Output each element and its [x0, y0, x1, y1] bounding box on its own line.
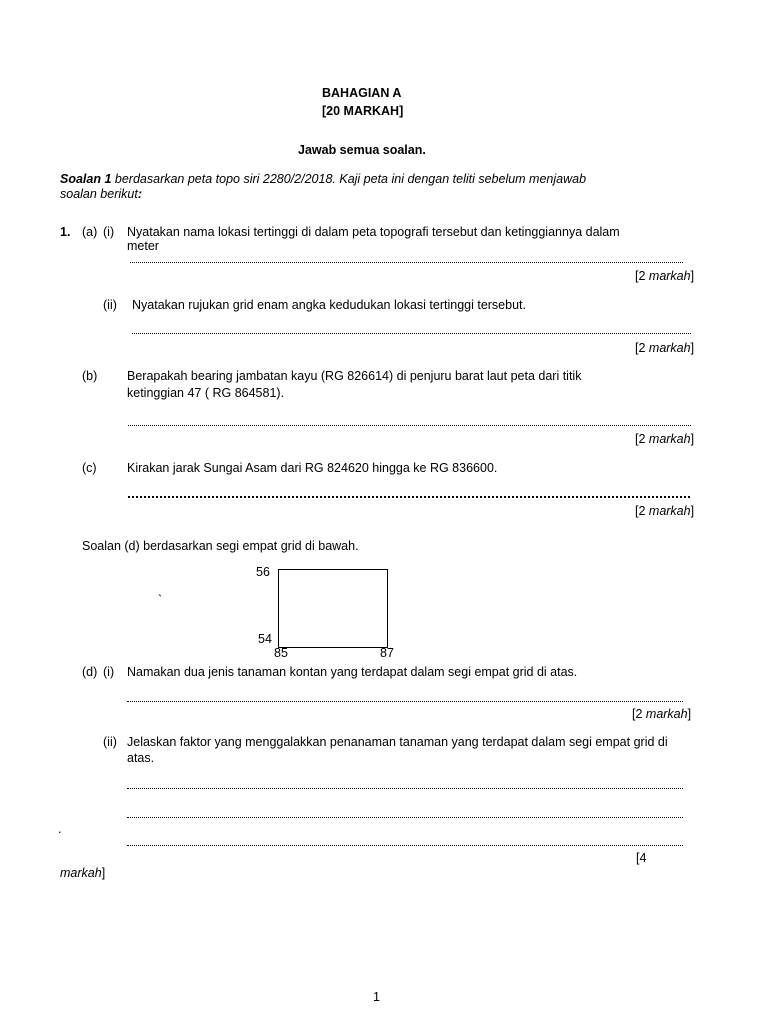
- section-title: BAHAGIAN A: [322, 86, 402, 100]
- part-d-ii-text-2: atas.: [127, 751, 155, 765]
- marks-close: ]: [690, 504, 695, 518]
- answer-line[interactable]: [127, 701, 683, 702]
- marks-word: markah: [645, 707, 688, 721]
- marks-open: [2: [635, 341, 649, 355]
- marks-word: markah: [60, 866, 102, 880]
- part-d-intro: Soalan (d) berdasarkan segi empat grid di bawah.: [82, 539, 359, 553]
- intro-lead: Soalan 1: [60, 172, 112, 186]
- part-b-marks: [635, 432, 694, 447]
- marks-word: markah: [648, 504, 691, 518]
- section-marks: [20 MARKAH]: [322, 104, 404, 118]
- part-c-label: (c): [82, 461, 97, 475]
- marks-open: [2: [635, 269, 649, 283]
- part-d-ii-label: (ii): [103, 735, 117, 749]
- marks-word: markah: [648, 341, 691, 355]
- part-d-i-marks: [632, 707, 691, 722]
- answer-line[interactable]: [130, 262, 683, 263]
- marks-open: [2: [635, 432, 649, 446]
- answer-line[interactable]: [127, 845, 683, 846]
- part-a-i-marks: [635, 269, 694, 284]
- answer-line[interactable]: [128, 425, 691, 426]
- part-a-ii-marks: [635, 341, 694, 356]
- grid-easting-left: 85: [274, 646, 288, 660]
- grid-northing-top: 56: [256, 565, 270, 579]
- intro-line-2: [60, 187, 142, 202]
- part-a-ii-label: (ii): [103, 298, 117, 312]
- intro-text: berdasarkan peta topo siri 2280/2/2018. Kaji peta ini dengan teliti sebelum menjawab: [111, 172, 587, 186]
- answer-line[interactable]: [128, 496, 690, 498]
- intro-line-1: [60, 172, 586, 187]
- part-a-i-label: (i): [103, 225, 115, 239]
- part-d-label: (d): [82, 665, 98, 679]
- marks-close: ]: [687, 707, 692, 721]
- answer-line[interactable]: [127, 817, 683, 818]
- marks-close: ]: [690, 432, 695, 446]
- instruction: Jawab semua soalan.: [298, 143, 426, 157]
- marks-word: markah: [648, 432, 691, 446]
- part-b-label: (b): [82, 369, 98, 383]
- part-a-i-text-1: Nyatakan nama lokasi tertinggi di dalam peta topografi tersebut dan ketinggiannya dalam: [127, 225, 620, 239]
- page-number: 1: [373, 990, 380, 1004]
- grid-northing-bottom: 54: [258, 632, 272, 646]
- part-c-marks: [635, 504, 694, 519]
- stray-mark: `: [158, 593, 163, 607]
- marks-word: markah: [648, 269, 691, 283]
- part-d-ii-text-1: Jelaskan faktor yang menggalakkan penanaman tanaman yang terdapat dalam segi empat grid di: [127, 735, 668, 749]
- intro-colon: :: [137, 187, 142, 201]
- grid-square: [278, 569, 388, 648]
- part-d-ii-marks-end: [60, 866, 105, 881]
- part-a-label: (a): [82, 225, 98, 239]
- part-d-ii-marks-open: [4: [636, 851, 647, 865]
- grid-easting-right: 87: [380, 646, 394, 660]
- answer-line[interactable]: [132, 333, 691, 334]
- answer-line[interactable]: [127, 788, 683, 789]
- part-b-text-2: ketinggian 47 ( RG 864581).: [127, 386, 285, 400]
- part-a-i-text-2: meter: [127, 239, 159, 253]
- marks-close: ]: [690, 269, 695, 283]
- intro-text-2: soalan berikut: [60, 187, 138, 201]
- marks-close: ]: [690, 341, 695, 355]
- part-b-text-1: Berapakah bearing jambatan kayu (RG 826614) di penjuru barat laut peta dari titik: [127, 369, 582, 383]
- part-c-text: Kirakan jarak Sungai Asam dari RG 824620 hingga ke RG 836600.: [127, 461, 498, 475]
- question-number: 1.: [60, 225, 71, 239]
- stray-dot: .: [58, 822, 62, 836]
- marks-open: [2: [632, 707, 646, 721]
- marks-open: [2: [635, 504, 649, 518]
- part-d-i-text: Namakan dua jenis tanaman kontan yang terdapat dalam segi empat grid di atas.: [127, 665, 578, 679]
- part-a-ii-text: Nyatakan rujukan grid enam angka kedudukan lokasi tertinggi tersebut.: [132, 298, 526, 312]
- part-d-i-label: (i): [103, 665, 115, 679]
- marks-close: ]: [101, 866, 106, 880]
